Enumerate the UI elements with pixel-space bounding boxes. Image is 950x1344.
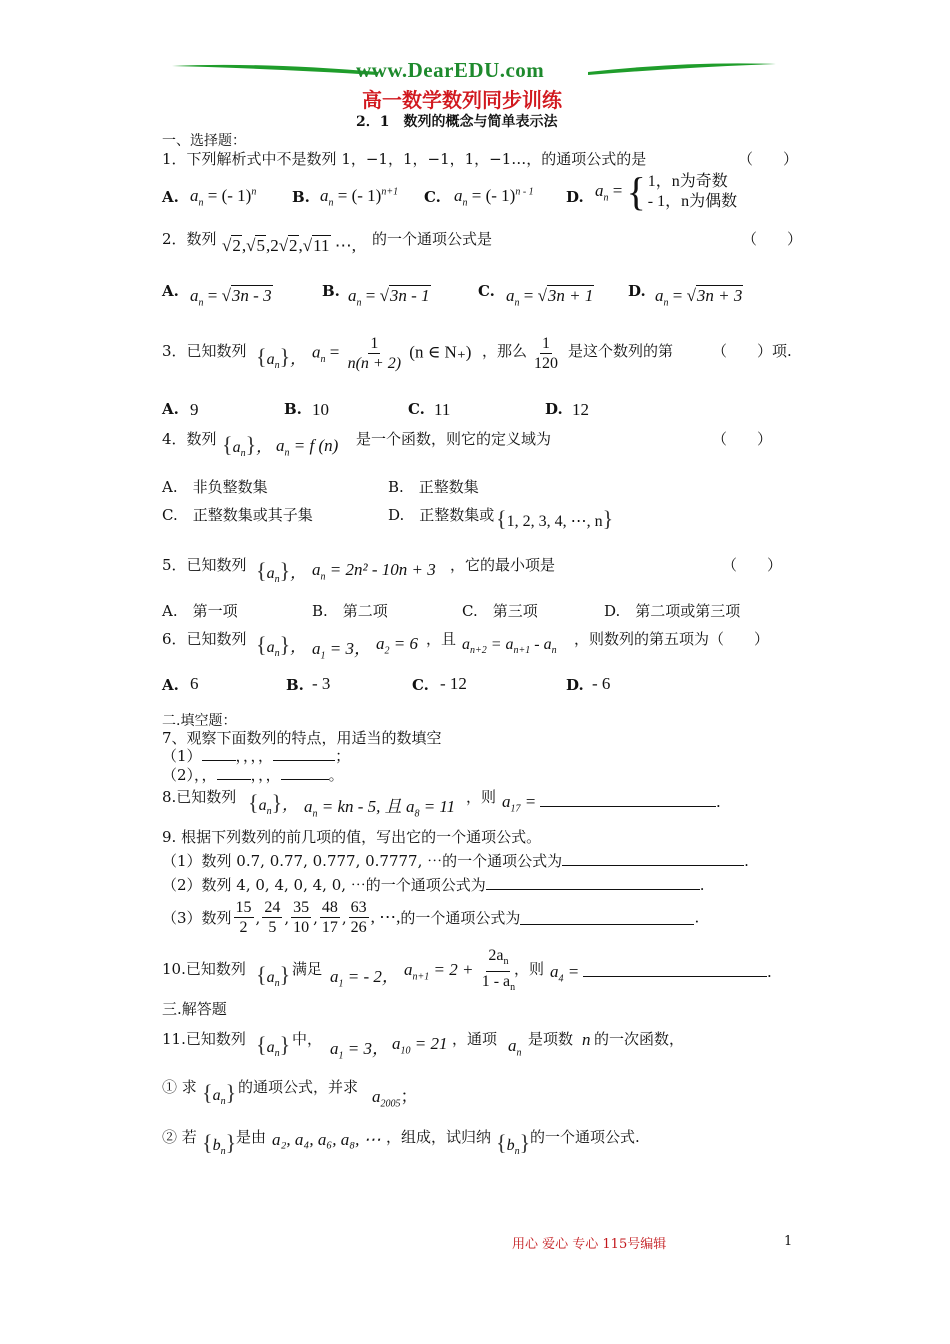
question-8-stem-pre: 8.已知数列 [162, 788, 237, 806]
q6-a2-val: = 6 [393, 634, 418, 653]
q11-part1-a2005: $a_{2005}$； [372, 1087, 418, 1110]
q10-num: 2a [488, 947, 504, 964]
section-heading-solve: 三.解答题 [162, 1000, 227, 1018]
q6-option-a-label: A. [162, 676, 179, 694]
q3-frac2-den: 120 [534, 355, 558, 372]
q8-formula-text: = kn - 5, 且 [321, 797, 402, 816]
q6-a1-val: = 3 [329, 639, 354, 658]
question-7-line-1: （1） ，，，， ； [162, 747, 351, 765]
q6-option-a: 6 [190, 674, 199, 693]
q11-a10-val: = 21 [414, 1034, 448, 1053]
q5-seq-an: $\{a_n\}$， [256, 558, 307, 586]
q8-eq: = 11 [423, 797, 456, 816]
footer-credit: 用心 爱心 专心 115号编辑 [512, 1237, 667, 1252]
q9-fraction-num: 63 [350, 899, 367, 916]
q6-option-d-label: D. [566, 676, 584, 694]
q2-option-c: $a_n = √3n + 1$ [506, 286, 594, 309]
q9-l3-pre: （3）数列 [162, 909, 232, 927]
q11-a1-val: = 3 [347, 1039, 372, 1058]
q8-then: ，则 [466, 788, 497, 806]
question-5-paren: （ ） [722, 556, 783, 574]
case-even: - 1，n为偶数 [647, 193, 738, 210]
q10-rec: = 2 + [433, 960, 474, 980]
q11-part2-post: ，组成，试归纳 [386, 1128, 492, 1146]
q11-part2-end: 的一个通项公式. [530, 1128, 640, 1146]
q6-rec-b: - a [534, 636, 552, 653]
q4-post: 是一个函数，则它的定义域为 [356, 430, 552, 448]
case-odd: 1，n为奇数 [647, 173, 728, 190]
q2-option-b-radicand: 3n - 1 [389, 286, 430, 305]
q3-option-a-label: A. [162, 400, 179, 418]
q10-seq-an: $\{a_n\}$ [256, 962, 291, 990]
site-logo: www.DearEDU.com [356, 58, 545, 82]
q1-option-a: $a_n$ = (- 1)$^n$ [190, 186, 257, 209]
q11-part2-seq-b: $\{b_n\}$ [202, 1130, 237, 1158]
q6-seq-an: $\{a_n\}$， [256, 632, 307, 660]
q10-a1-val: = - 2 [347, 967, 382, 986]
q6-option-b: - 3 [312, 674, 331, 693]
q2-option-c-label: C. [478, 282, 495, 300]
q3-option-c: 11 [434, 400, 451, 419]
q11-part1-mid: 的通项公式，并求 [238, 1078, 359, 1096]
q6-post: ，则数列的第五项为（ ） [574, 630, 770, 648]
question-6-stem-pre: 6．已知数列 [162, 630, 247, 648]
q9-fraction-num: 24 [264, 899, 281, 916]
q11-part1-seq: $\{a_n\}$ [202, 1080, 237, 1108]
q4-func: $a_n = f$ (n) [276, 436, 339, 459]
q6-option-c: - 12 [440, 674, 467, 693]
q9-comma: , [284, 908, 290, 927]
q3-option-b-label: B. [284, 400, 302, 418]
q9-fraction-num: 35 [293, 899, 310, 916]
q4-option-b: B. 正整数集 [388, 478, 479, 496]
q2-option-b: $a_n = √3n - 1$ [348, 286, 430, 309]
q4-func-text: = f (n) [293, 436, 339, 455]
question-4-stem-pre: 4．数列 [162, 430, 217, 448]
section-heading-choice: 一、选择题： [162, 133, 246, 149]
question-10-stem-pre: 10.已知数列 [162, 960, 246, 978]
q9-fraction [234, 898, 254, 937]
q3-option-d-label: D. [545, 400, 563, 418]
q2-option-b-label: B. [322, 282, 340, 300]
q9-l1-text: （1）数列 0.7, 0.77, 0.777, 0.7777, ⋯的一个通项公式为 [162, 852, 563, 870]
q2-option-c-radicand: 3n + 1 [547, 286, 594, 305]
q4-option-d-set: {1, 2, 3, 4, ⋯, n} [496, 506, 614, 531]
q1-option-c-label: C. [424, 188, 441, 206]
q3-frac-num: 1 [370, 335, 379, 352]
q2-option-a-label: A. [162, 282, 179, 300]
q9-fraction-num: 48 [321, 899, 338, 916]
q11-part2-pre: ② 若 [162, 1128, 197, 1146]
q3-frac2 [530, 334, 562, 373]
q9-comma: , [255, 908, 261, 927]
q8-seq-an: $\{a_n\}$， [248, 790, 299, 818]
q11-mid3: 是项数 [528, 1030, 574, 1048]
q6-recurrence: $a_{n+2} = a_{n+1} - a_n$ [462, 636, 557, 657]
q9-fraction-num: 15 [235, 899, 252, 916]
q3-option-a: 9 [190, 400, 199, 419]
q5-option-d: D. 第二项或第三项 [604, 602, 741, 620]
question-11-stem-pre: 11.已知数列 [162, 1030, 246, 1048]
q10-eq: = [567, 962, 580, 981]
q9-fraction-den: 26 [350, 919, 367, 936]
question-3-stem-pre: 3．已知数列 [162, 342, 247, 360]
q10-recurrence: $a_{n+1} = 2$ + $\frac{2a_n}{1 - a_n}$ [404, 947, 516, 994]
q10-then: ，则 [514, 960, 545, 978]
question-9-line-2: （2）数列 4, 0, 4, 0, 4, 0, ⋯的一个通项公式为 . [162, 876, 705, 894]
question-2-stem-post: 的一个通项公式是 [372, 230, 493, 248]
question-1-paren: （ ） [738, 150, 799, 168]
q11-a10: $a_{10} = 21$ [392, 1034, 448, 1057]
q6-rec-a: = a [490, 636, 514, 653]
q9-fraction-den: 5 [268, 919, 277, 936]
q11-part2-seq-b2: $\{b_n\}$ [496, 1130, 531, 1158]
q6-option-b-label: B. [286, 676, 304, 694]
q4-option-a: A. 非负整数集 [162, 478, 268, 496]
q8-a17: $a_{17}$ = . [502, 792, 721, 815]
q4-set-text: 1, 2, 3, 4, ⋯, n [506, 513, 603, 530]
q2-option-d-radicand: 3n + 3 [696, 286, 743, 305]
q3-post: 是这个数列的第 [568, 342, 674, 360]
question-3-paren: （ ）项. [712, 342, 792, 360]
page-title: 高一数学数列同步训练 [362, 88, 562, 112]
q9-fraction [349, 898, 369, 937]
q11-seq-an: $\{a_n\}$ [256, 1032, 291, 1060]
q10-a4: $a_4$ = . [550, 962, 772, 985]
q6-a1: $a_1 = 3$， [312, 639, 371, 662]
q11-n: n [582, 1030, 591, 1049]
q11-mid2: ，通项 [452, 1030, 498, 1048]
q3-frac2-num: 1 [542, 335, 550, 352]
q11-mid1: 中， [292, 1030, 323, 1048]
q3-option-d: 12 [572, 400, 589, 419]
q5-formula-text: = 2n² - 10n + 3 [329, 560, 436, 579]
q9-fraction [320, 898, 340, 937]
q9-comma: , [341, 908, 347, 927]
q11-a1: $a_1 = 3$， [330, 1039, 389, 1062]
question-9-line-1: （1）数列 0.7, 0.77, 0.777, 0.7777, ⋯的一个通项公式为 . [162, 852, 749, 870]
q9-fraction [291, 898, 311, 937]
q3-seq-an: $\{a_n\}$， [256, 344, 307, 372]
q10-a1: $a_1$ = - 2， [330, 967, 399, 990]
q3-mid: ，那么 [482, 342, 528, 360]
q5-option-b: B. 第二项 [312, 602, 388, 620]
q4-seq-an: $\{a_n\}$， [222, 432, 273, 460]
q5-post: ，它的最小项是 [450, 556, 556, 574]
q6-option-c-label: C. [412, 676, 429, 694]
question-2-sequence: √2,√5,2√2,√11 ⋯, [222, 236, 356, 255]
section-heading-fill: 二.填空题： [162, 713, 237, 729]
question-4-paren: （ ） [712, 430, 773, 448]
question-9-line-3: （3）数列 $\frac{15}{2}$ , $\frac{24}{5}$ , $\frac{35}{10}$ , $\frac{48}{17}$ , $\frac{63}{26}$ , ⋯,的一个通项公式为 . [162, 899, 700, 936]
question-2-paren: （ ） [742, 230, 803, 248]
q9-fraction-den: 2 [239, 919, 248, 936]
q9-l3-post: 的一个通项公式为 [400, 909, 521, 927]
q9-l2-text: （2）数列 4, 0, 4, 0, 4, 0, ⋯的一个通项公式为 [162, 876, 486, 894]
q3-cond: (n ∈ N₊) [409, 342, 472, 362]
q9-fraction-den: 17 [321, 919, 338, 936]
q7-l2-label: （2） [162, 766, 195, 784]
q11-part2-mid: 是由 [236, 1128, 267, 1146]
question-7-line-2: （2），， ，，， 。 [162, 766, 344, 784]
q10-den: 1 - a [481, 973, 511, 991]
question-2-stem-pre: 2．数列 [162, 230, 217, 248]
q5-option-a: A. 第一项 [162, 602, 238, 620]
q8-eq2: = [524, 792, 537, 811]
q2-option-a-radicand: 3n - 3 [231, 286, 272, 305]
q3-formula: $a_n$ = $\frac{1}{n(n + 2)}$ (n ∈ N₊) [312, 335, 472, 372]
q2-option-d-label: D. [628, 282, 646, 300]
q5-formula: $a_n = 2n^2 - 10n + 3$ [312, 560, 436, 583]
q1-option-b: $a_n$ = (- 1)$^{n+1}$ [320, 186, 399, 209]
q6-option-d: - 6 [592, 674, 611, 693]
question-5-stem-pre: 5．已知数列 [162, 556, 247, 574]
q9-fraction [262, 898, 282, 937]
q9-fraction-den: 10 [293, 919, 310, 936]
q11-post: 的一次函数， [594, 1030, 685, 1048]
q9-comma: , [313, 908, 318, 927]
q3-option-b: 10 [312, 400, 329, 419]
q11-part2-terms: a₂, a₄, a₆, a₈, ⋯ [272, 1130, 381, 1149]
q4-option-d: D. 正整数集或 [388, 506, 495, 524]
q11-part1-pre: ① 求 [162, 1078, 197, 1096]
q11-an: $a_n$ [508, 1036, 522, 1059]
q1-option-d-label: D. [566, 188, 584, 206]
q5-option-c: C. 第三项 [462, 602, 538, 620]
question-1-stem: 1．下列解析式中不是数列 1，−1，1，−1，1，−1…，的通项公式的是 [162, 150, 647, 168]
q1-option-b-label: B. [292, 188, 310, 206]
q7-l1-label: （1） [162, 747, 202, 765]
q8-formula: $a_n$ = kn - 5, 且 $a_8 = 11$ [304, 797, 456, 820]
page-number: 1 [784, 1234, 793, 1249]
q1-option-d: $a_n$ = { 1，n为奇数 - 1，n为偶数 [595, 169, 738, 214]
question-7-stem: 7、观察下面数列的特点，用适当的数填空 [162, 729, 442, 747]
q6-mid: ，且 [426, 630, 457, 648]
q3-option-c-label: C. [408, 400, 425, 418]
q9-fraction-sequence [232, 899, 371, 936]
q2-option-d: $a_n = √3n + 3$ [655, 286, 743, 309]
q6-a2: $a_2 = 6$ [376, 634, 418, 657]
q4-option-c: C. 正整数集或其子集 [162, 506, 313, 524]
section-subtitle: 2．1 数列的概念与简单表示法 [356, 114, 558, 130]
question-9-stem: 9. 根据下列数列的前几项的值，写出它的一个通项公式。 [162, 828, 542, 846]
q3-frac-den: n(n + 2) [347, 355, 402, 372]
q1-option-c: $a_n$ = (- 1)$^{n - 1}$ [454, 186, 534, 209]
q2-option-a: $a_n = √3n - 3$ [190, 286, 272, 309]
q1-option-a-label: A. [162, 188, 179, 206]
q10-cond1: 满足 [292, 960, 323, 978]
